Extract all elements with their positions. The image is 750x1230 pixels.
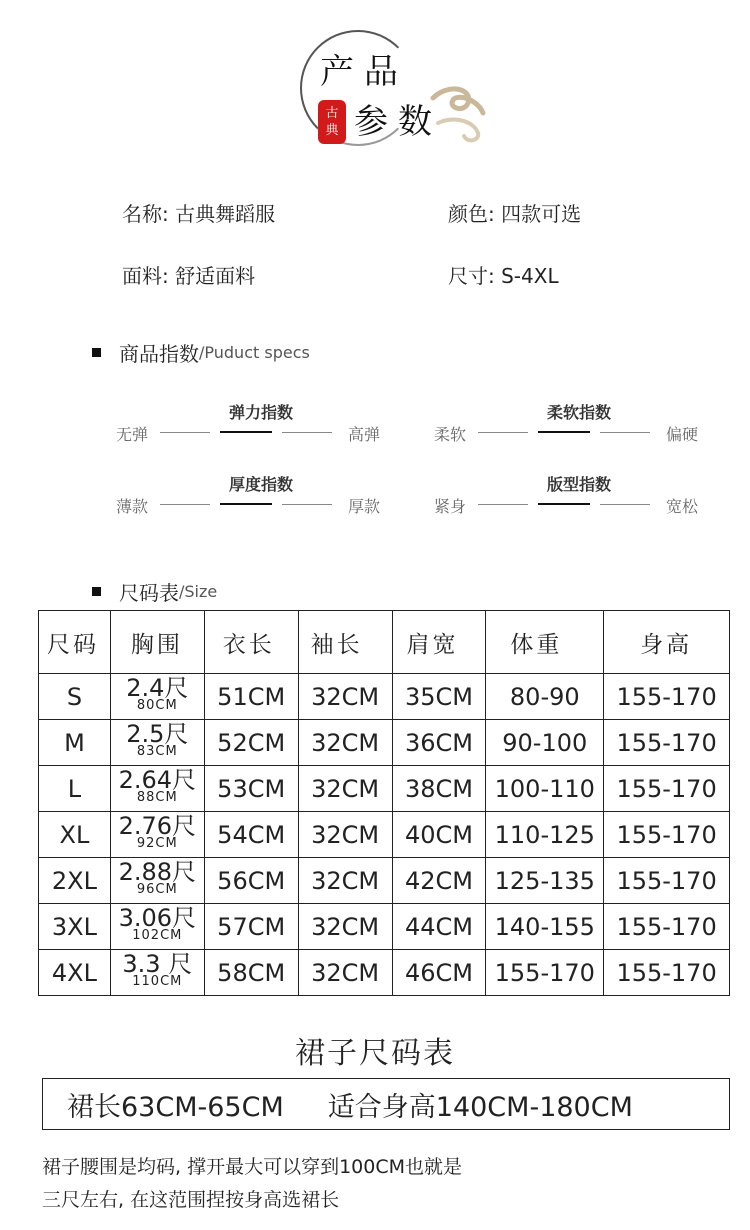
cell-weight: 125-135	[486, 858, 604, 904]
cell-shoulder: 35CM	[392, 674, 486, 720]
chest-cm: 88CM	[136, 789, 178, 805]
skirt-length: 裙长63CM-65CM	[67, 1091, 284, 1123]
cell-size: S	[39, 674, 111, 720]
chest-chi: 2.76尺	[118, 811, 197, 840]
col-header: 胸围	[110, 611, 204, 674]
cell-weight: 90-100	[486, 720, 604, 766]
spec-elasticity	[116, 400, 406, 460]
chest-cm: 92CM	[136, 835, 178, 851]
skirt-size-title: 裙子尺码表	[295, 1036, 455, 1071]
spec-left-label: 柔软	[434, 425, 467, 444]
chest-chi: 3.3 尺	[122, 949, 193, 978]
cell-shoulder: 44CM	[392, 904, 486, 950]
spec-left-label: 薄款	[116, 497, 149, 516]
cloud-ornament-icon	[428, 78, 488, 148]
chest-cm: 80CM	[136, 697, 178, 713]
scale-segment	[478, 504, 528, 505]
cell-shoulder: 40CM	[392, 812, 486, 858]
cell-size: XL	[39, 812, 111, 858]
chest-chi: 2.88尺	[118, 857, 197, 886]
chest-cm: 102CM	[132, 927, 183, 943]
spec-left-label: 无弹	[116, 425, 149, 444]
chest-chi: 3.06尺	[118, 903, 197, 932]
header-title-line2: 参数	[354, 102, 442, 142]
info-color-label: 颜色:	[448, 202, 495, 226]
col-header: 身高	[604, 611, 730, 674]
info-name	[122, 198, 275, 227]
cell-height: 155-170	[604, 674, 730, 720]
skirt-fit-height: 适合身高140CM-180CM	[327, 1091, 633, 1123]
scale-segment	[160, 504, 210, 505]
spec-title: 柔软指数	[546, 403, 611, 422]
cell-size: 2XL	[39, 858, 111, 904]
cell-sleeve: 32CM	[298, 858, 392, 904]
col-header: 衣长	[204, 611, 298, 674]
cell-length: 56CM	[204, 858, 298, 904]
info-fabric	[122, 260, 255, 289]
header-title-line1: 产品	[320, 52, 408, 92]
scale-segment-active	[220, 431, 272, 433]
chest-cm: 83CM	[136, 743, 178, 759]
table-row	[39, 950, 730, 996]
scale-segment	[160, 432, 210, 433]
col-header: 肩宽	[392, 611, 486, 674]
skirt-note-line2: 三尺左右, 在这范围捏按身高选裙长	[42, 1189, 340, 1211]
spec-right-label: 高弹	[347, 425, 380, 444]
header-emblem	[296, 28, 496, 158]
chest-chi: 2.4尺	[126, 673, 189, 702]
cell-chest	[110, 812, 204, 858]
chest-chi: 2.5尺	[126, 719, 189, 748]
bullet-square-icon	[92, 587, 101, 596]
cell-sleeve: 32CM	[298, 950, 392, 996]
col-header: 尺码	[39, 611, 111, 674]
spec-fit	[434, 472, 724, 532]
cell-weight: 155-170	[486, 950, 604, 996]
cell-size: M	[39, 720, 111, 766]
specs-section-subtitle: /Puduct specs	[199, 343, 310, 362]
table-row	[39, 674, 730, 720]
chest-cm: 110CM	[132, 973, 183, 989]
skirt-size-box	[42, 1078, 730, 1130]
spec-title: 厚度指数	[228, 475, 293, 494]
table-row	[39, 766, 730, 812]
info-fabric-value: 舒适面料	[175, 264, 256, 288]
cell-shoulder: 46CM	[392, 950, 486, 996]
cell-sleeve: 32CM	[298, 720, 392, 766]
table-row	[39, 858, 730, 904]
bullet-square-icon	[92, 348, 101, 357]
info-name-value: 古典舞蹈服	[175, 202, 276, 226]
cell-length: 51CM	[204, 674, 298, 720]
cell-height: 155-170	[604, 766, 730, 812]
info-color-value: 四款可选	[501, 202, 582, 226]
cell-length: 54CM	[204, 812, 298, 858]
cell-chest	[110, 904, 204, 950]
scale-segment	[282, 504, 332, 505]
seal-text-1: 古	[325, 106, 339, 121]
size-section-title: 尺码表	[119, 581, 179, 605]
info-name-label: 名称:	[122, 202, 169, 226]
seal-text-2: 典	[325, 123, 339, 138]
cell-chest	[110, 950, 204, 996]
cell-sleeve: 32CM	[298, 904, 392, 950]
cell-chest	[110, 674, 204, 720]
size-section-subtitle: /Size	[179, 582, 218, 601]
cell-size: 3XL	[39, 904, 111, 950]
cell-weight: 140-155	[486, 904, 604, 950]
col-header: 袖长	[298, 611, 392, 674]
cell-length: 57CM	[204, 904, 298, 950]
cell-length: 53CM	[204, 766, 298, 812]
spec-right-label: 宽松	[665, 497, 698, 516]
cell-height: 155-170	[604, 950, 730, 996]
info-size	[448, 260, 559, 289]
cell-size: L	[39, 766, 111, 812]
cell-height: 155-170	[604, 812, 730, 858]
seal-stamp	[318, 100, 346, 144]
scale-segment	[478, 432, 528, 433]
cell-height: 155-170	[604, 904, 730, 950]
spec-title: 弹力指数	[228, 403, 293, 422]
spec-right-label: 偏硬	[665, 425, 698, 444]
cell-chest	[110, 766, 204, 812]
spec-title: 版型指数	[546, 475, 611, 494]
info-color	[448, 198, 581, 227]
cell-shoulder: 36CM	[392, 720, 486, 766]
skirt-note-line1: 裙子腰围是均码, 撑开最大可以穿到100CM也就是	[42, 1156, 463, 1178]
spec-softness	[434, 400, 724, 460]
col-header: 体重	[486, 611, 604, 674]
specs-section-header	[92, 338, 310, 367]
info-size-value: S-4XL	[501, 264, 559, 288]
cell-weight: 110-125	[486, 812, 604, 858]
scale-segment	[282, 432, 332, 433]
spec-left-label: 紧身	[434, 497, 467, 516]
cell-shoulder: 42CM	[392, 858, 486, 904]
cell-size: 4XL	[39, 950, 111, 996]
cell-length: 52CM	[204, 720, 298, 766]
spec-thickness	[116, 472, 406, 532]
specs-section-title: 商品指数	[119, 342, 199, 366]
cell-sleeve: 32CM	[298, 674, 392, 720]
scale-segment-active	[538, 503, 590, 505]
cell-sleeve: 32CM	[298, 812, 392, 858]
cell-chest	[110, 720, 204, 766]
cell-height: 155-170	[604, 720, 730, 766]
cell-weight: 100-110	[486, 766, 604, 812]
table-row	[39, 720, 730, 766]
scale-segment-active	[220, 503, 272, 505]
size-section-header	[92, 577, 217, 606]
cell-weight: 80-90	[486, 674, 604, 720]
cell-length: 58CM	[204, 950, 298, 996]
chest-cm: 96CM	[136, 881, 178, 897]
table-header-row	[39, 611, 730, 674]
cell-chest	[110, 858, 204, 904]
chest-chi: 2.64尺	[118, 765, 197, 794]
info-fabric-label: 面料:	[122, 264, 169, 288]
info-size-label: 尺寸:	[448, 264, 495, 288]
scale-segment-active	[538, 431, 590, 433]
cell-sleeve: 32CM	[298, 766, 392, 812]
table-row	[39, 812, 730, 858]
table-row	[39, 904, 730, 950]
scale-segment	[600, 432, 650, 433]
size-table	[38, 610, 730, 996]
cell-shoulder: 38CM	[392, 766, 486, 812]
spec-right-label: 厚款	[347, 497, 380, 516]
scale-segment	[600, 504, 650, 505]
cell-height: 155-170	[604, 858, 730, 904]
